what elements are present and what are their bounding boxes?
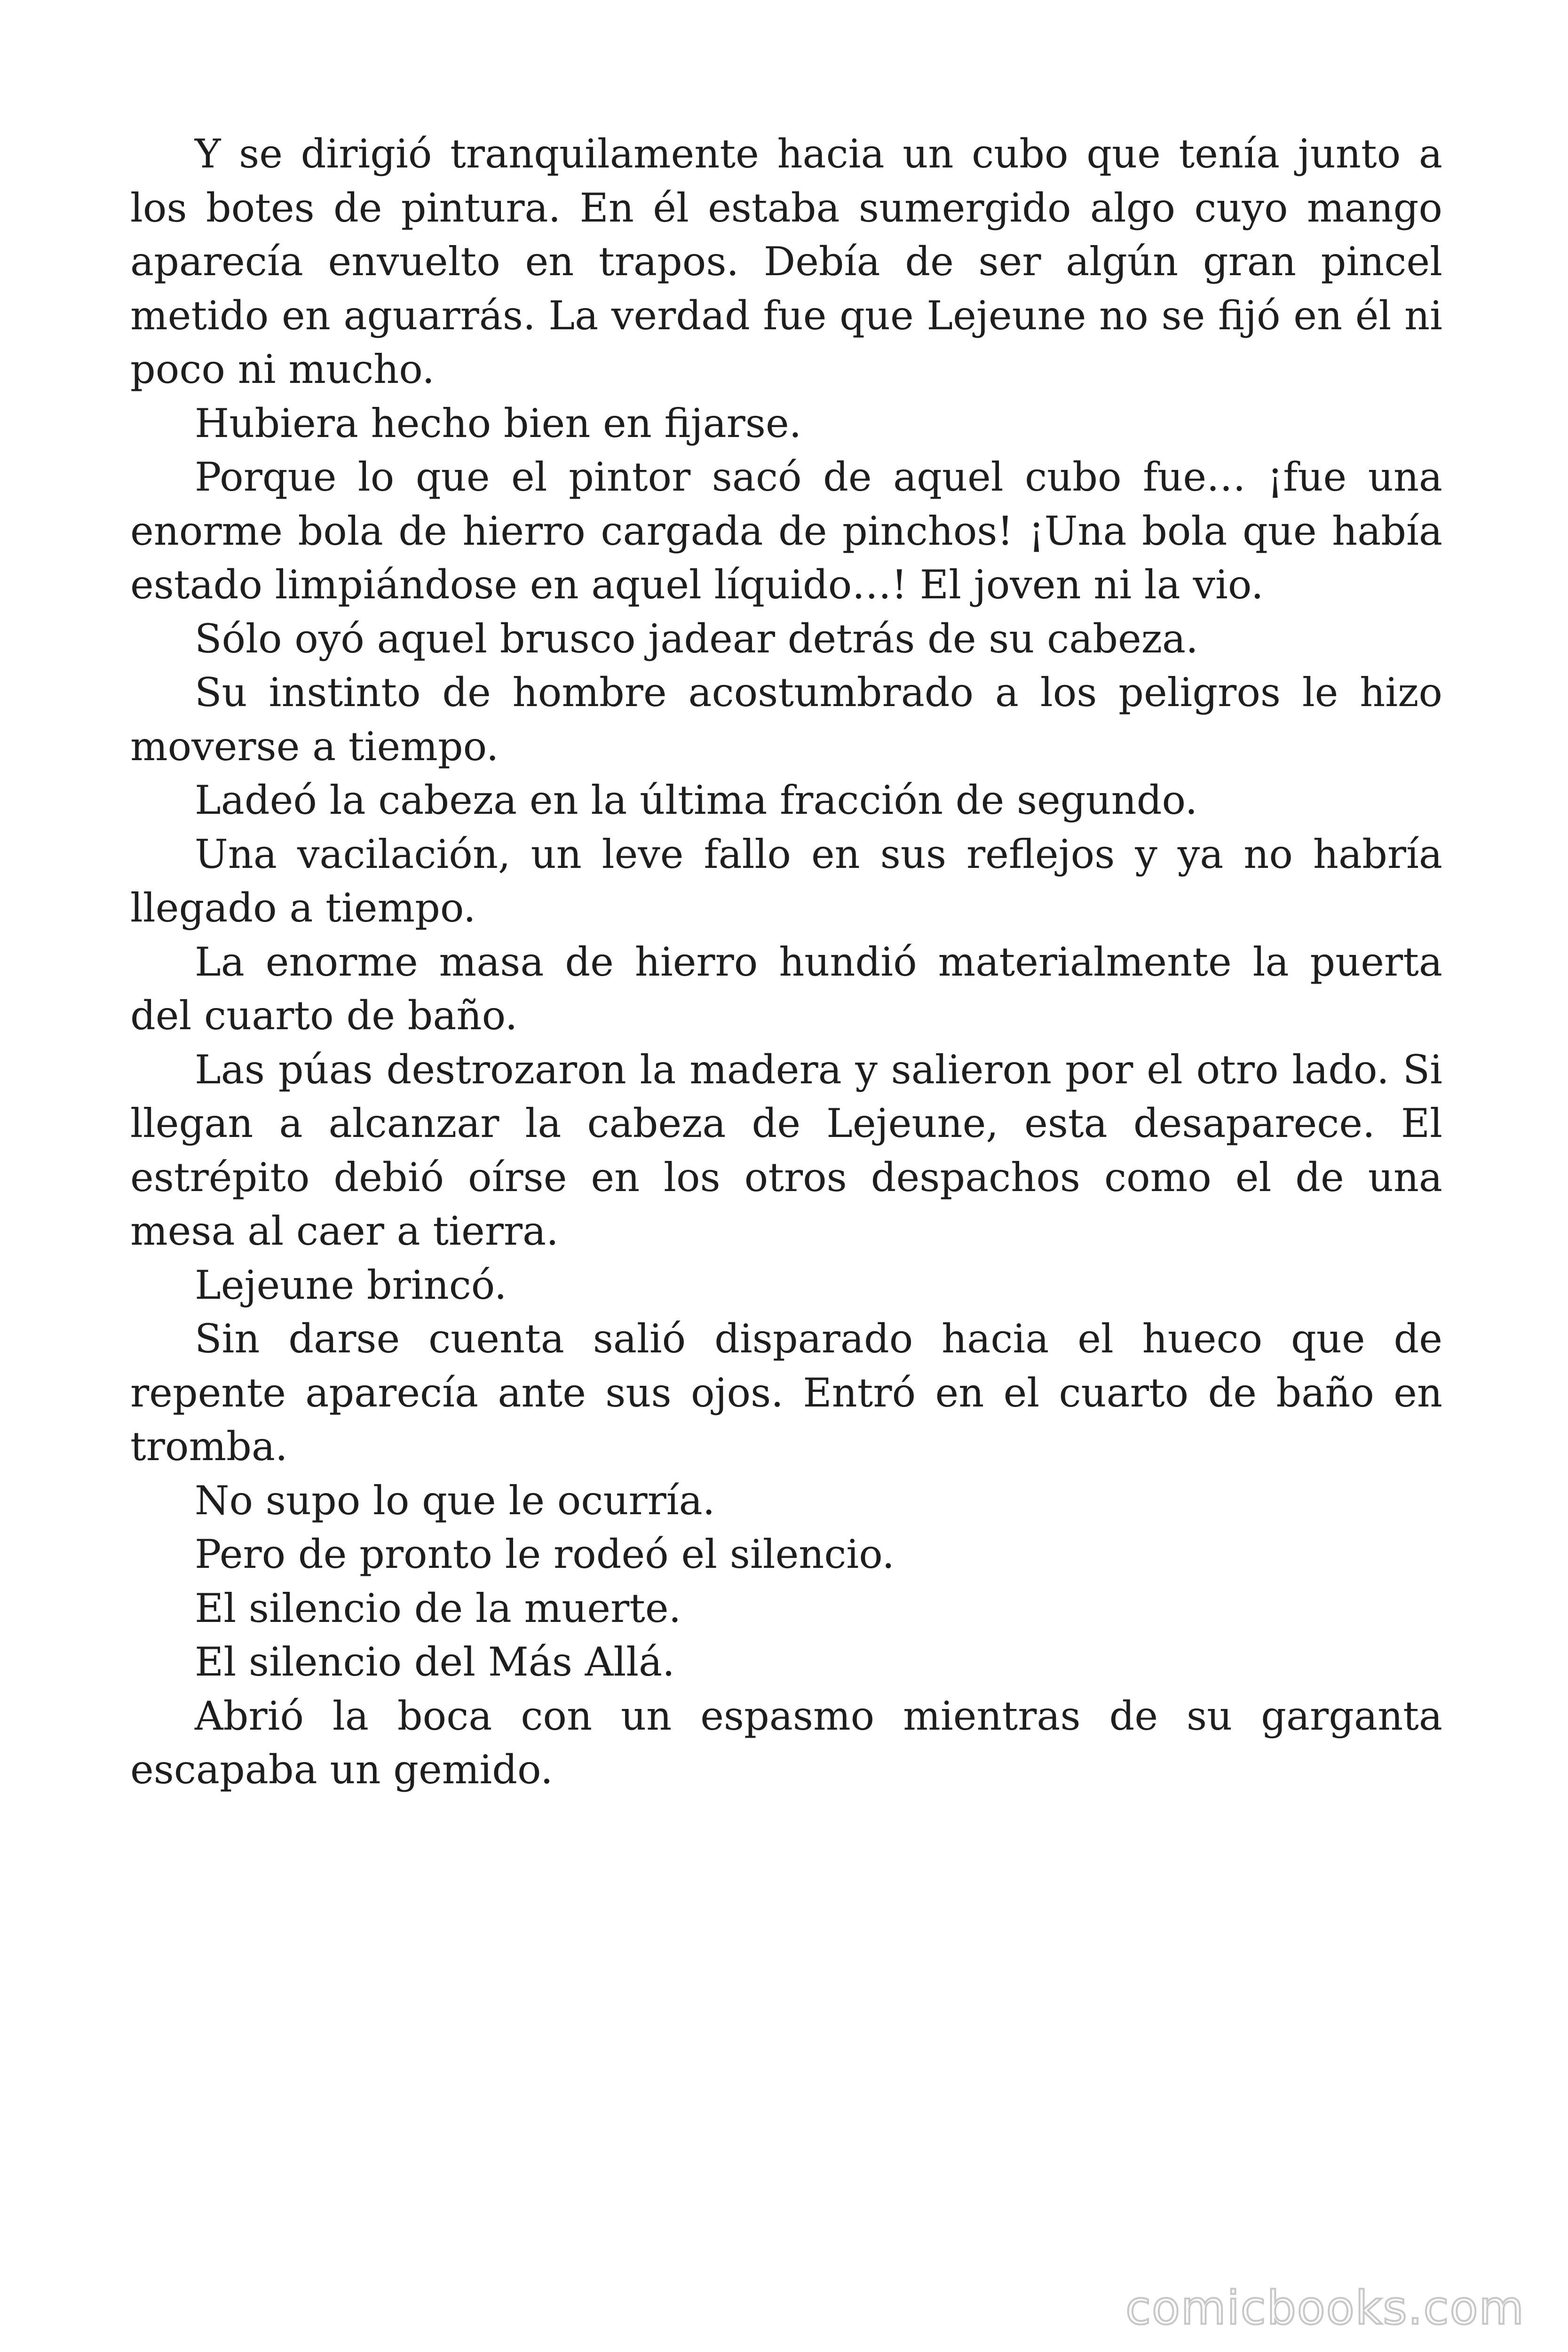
- watermark: comicbooks.com: [1125, 2281, 1525, 2335]
- paragraph: Ladeó la cabeza en la última fracción de segundo.: [195, 777, 1198, 823]
- paragraph: Y se dirigió tranquilamente hacia un cubo que tenía junto a los botes de pintura. En él estaba sumergido algo cuyo mango aparecía envuelto en trapos. Debía de ser algún gran pincel metido en aguarrás. La verdad fue que Lejeune no se fijó en él ni poco ni mucho.: [130, 131, 1442, 392]
- body-text: [130, 127, 1442, 1797]
- paragraph: Abrió la boca con un espasmo mientras de su garganta escapaba un gemido.: [130, 1692, 1442, 1793]
- paragraph: Las púas destrozaron la madera y salieron por el otro lado. Si llegan a alcanzar la cabeza de Lejeune, esta desaparece. El estrépito debió oírse en los otros despachos como el de una mesa al caer a tierra.: [130, 1046, 1442, 1254]
- paragraph: Una vacilación, un leve fallo en sus reflejos y ya no habría llegado a tiempo.: [130, 831, 1442, 931]
- paragraph: Hubiera hecho bien en fijarse.: [195, 400, 802, 446]
- paragraph: La enorme masa de hierro hundió materialmente la puerta del cuarto de baño.: [130, 938, 1442, 1039]
- paragraph: Su instinto de hombre acostumbrado a los peligros le hizo moverse a tiempo.: [130, 669, 1442, 770]
- paragraph: Sólo oyó aquel brusco jadear detrás de su cabeza.: [195, 615, 1198, 662]
- paragraph: El silencio de la muerte.: [195, 1585, 681, 1631]
- paragraph: Pero de pronto le rodeó el silencio.: [195, 1531, 895, 1577]
- paragraph: El silencio del Más Allá.: [195, 1639, 675, 1685]
- paragraph: Sin darse cuenta salió disparado hacia el hueco que de repente aparecía ante sus ojos. Entró en el cuarto de baño en tromba.: [130, 1316, 1442, 1470]
- paragraph: No supo lo que le ocurría.: [195, 1477, 715, 1524]
- paragraph: Lejeune brincó.: [195, 1262, 507, 1308]
- paragraph: Porque lo que el pintor sacó de aquel cubo fue… ¡fue una enorme bola de hierro cargada de pinchos! ¡Una bola que había estado limpiándose en aquel líquido…! El joven ni la vio.: [130, 454, 1442, 608]
